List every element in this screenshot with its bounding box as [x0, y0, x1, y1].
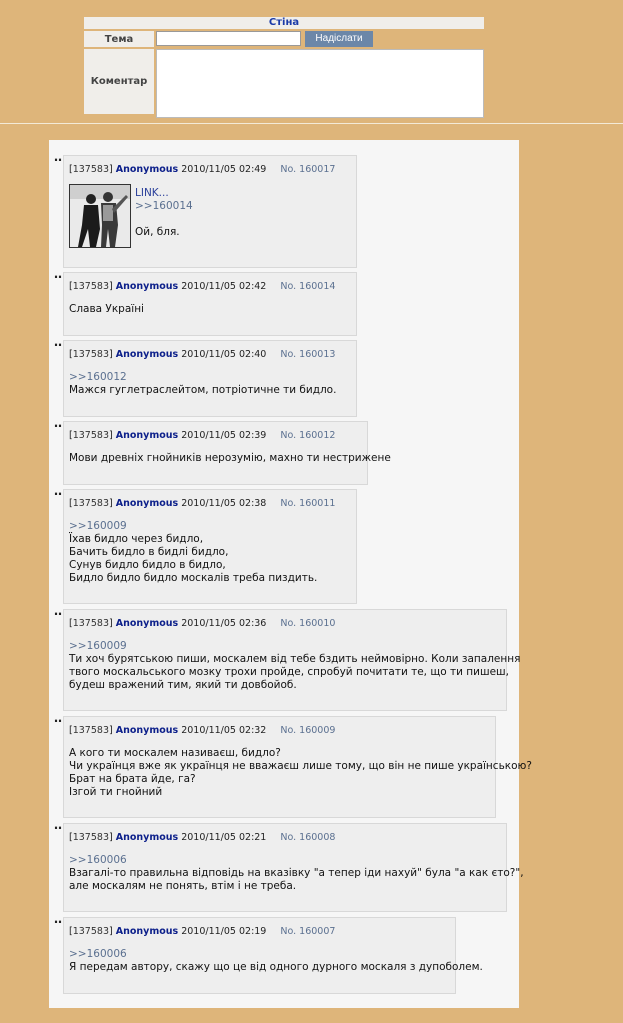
post-text-line: Чи українця вже як українця не вважаєш лише тому, що він не пише українською? — [69, 760, 532, 772]
post-body — [69, 452, 391, 465]
post-body — [69, 303, 144, 316]
reply-post — [54, 416, 391, 485]
poster-name: Anonymous — [115, 498, 179, 509]
divider — [0, 123, 623, 124]
poster-name: Anonymous — [115, 618, 179, 629]
post-date: 2010/11/05 02:36 — [181, 618, 267, 629]
post-date: 2010/11/05 02:39 — [181, 430, 267, 441]
post-body — [69, 640, 520, 692]
post-body — [69, 854, 524, 893]
reply-reference-link[interactable]: >>160009 — [69, 520, 127, 532]
reply-post — [54, 335, 357, 417]
subject-label: Тема — [84, 31, 154, 47]
poster-name: Anonymous — [115, 926, 179, 937]
post-text-line: Взагалі-то правильна відповідь на вказівку "а тепер іди нахуй" була "а как єто?", — [69, 867, 524, 879]
post-date: 2010/11/05 02:38 — [181, 498, 267, 509]
post-text-line: Бачить бидло в бидлі бидло, — [69, 546, 229, 558]
reply-post — [54, 818, 524, 912]
post-number-label: No. — [280, 430, 297, 441]
comment-textarea[interactable] — [156, 49, 484, 118]
poster-name: Anonymous — [115, 164, 179, 175]
post-text-line: Ізгой ти гнойний — [69, 786, 163, 798]
post-date: 2010/11/05 02:19 — [181, 926, 267, 937]
post-header: [137583] Anonymous 2010/11/05 02:40 No. 160013 — [69, 349, 336, 360]
post-number-link[interactable]: 160007 — [299, 926, 336, 937]
thread-id-link[interactable]: 137583 — [72, 926, 109, 937]
post-number-label: No. — [280, 618, 297, 629]
post-date: 2010/11/05 02:42 — [181, 281, 267, 292]
reply-reference-link[interactable]: >>160012 — [69, 371, 127, 383]
thread-id-link[interactable]: 137583 — [72, 725, 109, 736]
post-body — [69, 747, 532, 799]
post-text: Ой, бля. — [135, 226, 180, 238]
post-form — [84, 17, 484, 118]
post-text-line: Ти хоч бурятською пиши, москалем від тебе бздить неймовірно. Коли запалення — [69, 653, 521, 665]
post-number-link[interactable]: 160014 — [299, 281, 336, 292]
post-body — [69, 948, 483, 974]
reply-reference-link[interactable]: >>160009 — [69, 640, 127, 652]
post-header: [137583] Anonymous 2010/11/05 02:38 No. 160011 — [69, 498, 336, 509]
reply-marker: ‥ — [54, 484, 62, 498]
reply-marker: ‥ — [54, 818, 62, 832]
post-date: 2010/11/05 02:21 — [181, 832, 267, 843]
post-text-line: Їхав бидло через бидло, — [69, 533, 204, 545]
post-date: 2010/11/05 02:32 — [181, 725, 267, 736]
poster-name: Anonymous — [115, 281, 179, 292]
post-header: [137583] Anonymous 2010/11/05 02:36 No. 160010 — [69, 618, 336, 629]
reply-post — [54, 912, 483, 994]
image-link[interactable]: LINK... — [135, 187, 169, 199]
post-text: Мови древніх гнойників нерозумію, махно ти нестрижене — [69, 452, 391, 464]
post-text-line: Брат на брата йде, га? — [69, 773, 196, 785]
post-number-label: No. — [280, 832, 297, 843]
comment-label: Коментар — [84, 49, 154, 114]
reply-marker: ‥ — [54, 416, 62, 430]
post-thumbnail-image[interactable] — [69, 184, 131, 248]
subject-row — [84, 31, 484, 47]
post-header: [137583] Anonymous 2010/11/05 02:42 No. 160014 — [69, 281, 336, 292]
post-text: Я передам автору, скажу що це від одного дурного москаля з дупоболем. — [69, 961, 483, 973]
post-number-link[interactable]: 160013 — [299, 349, 336, 360]
post-number-link[interactable]: 160011 — [299, 498, 336, 509]
post-date: 2010/11/05 02:40 — [181, 349, 267, 360]
post-body — [69, 371, 336, 397]
post-body — [135, 187, 193, 239]
reply-post — [54, 711, 532, 818]
reply-post — [54, 267, 357, 336]
reply-reference-link[interactable]: >>160014 — [135, 200, 193, 212]
send-button[interactable]: Надіслати — [305, 31, 373, 47]
reply-marker: ‥ — [54, 604, 62, 618]
reply-marker: ‥ — [54, 711, 62, 725]
thread-id-link[interactable]: 137583 — [72, 498, 109, 509]
post-text-line: Сунув бидло бидло в бидло, — [69, 559, 226, 571]
reply-marker: ‥ — [54, 150, 62, 164]
post-number-label: No. — [280, 926, 297, 937]
thread-id-link[interactable]: 137583 — [72, 164, 109, 175]
post-number-label: No. — [280, 164, 297, 175]
poster-name: Anonymous — [115, 725, 179, 736]
reply-post — [54, 604, 521, 711]
post-header: [137583] Anonymous 2010/11/05 02:32 No. 160009 — [69, 725, 336, 736]
post-number-link[interactable]: 160009 — [299, 725, 336, 736]
post-number-label: No. — [280, 725, 297, 736]
post-text: Слава Україні — [69, 303, 144, 315]
post-header: [137583] Anonymous 2010/11/05 02:49 No. 160017 — [69, 164, 336, 175]
post-text: Мажся гуглетраслейтом, потріотичне ти бидло. — [69, 384, 337, 396]
post-text-line: твого москальського мозку трохи пройде, спробуй почитати те, що ти пишеш, — [69, 666, 509, 678]
post-header: [137583] Anonymous 2010/11/05 02:21 No. 160008 — [69, 832, 336, 843]
thread-id-link[interactable]: 137583 — [72, 832, 109, 843]
reply-post — [54, 484, 357, 604]
reply-marker: ‥ — [54, 912, 62, 926]
post-text-line: будеш вражений тим, який ти довбойоб. — [69, 679, 297, 691]
reply-reference-link[interactable]: >>160006 — [69, 948, 127, 960]
reply-marker: ‥ — [54, 267, 62, 281]
thread-id-link[interactable]: 137583 — [72, 349, 109, 360]
poster-name: Anonymous — [115, 430, 179, 441]
subject-input[interactable] — [156, 31, 301, 46]
thread-container — [49, 140, 532, 1008]
post-number-link[interactable]: 160012 — [299, 430, 336, 441]
post-date: 2010/11/05 02:49 — [181, 164, 267, 175]
post-number-link[interactable]: 160017 — [299, 164, 336, 175]
reply-post — [54, 150, 357, 268]
post-text-line: але москалям не понять, втім і не треба. — [69, 880, 297, 892]
thread-id-link[interactable]: 137583 — [72, 281, 109, 292]
post-header: [137583] Anonymous 2010/11/05 02:19 No. 160007 — [69, 926, 336, 937]
wall-title: Стіна — [84, 17, 484, 29]
post-number-link[interactable]: 160010 — [299, 618, 336, 629]
post-number-label: No. — [280, 498, 297, 509]
post-text-line: А кого ти москалем називаєш, бидло? — [69, 747, 281, 759]
poster-name: Anonymous — [115, 349, 179, 360]
thread-id-link[interactable]: 137583 — [72, 430, 109, 441]
post-body — [69, 520, 317, 585]
post-number-label: No. — [280, 281, 297, 292]
thread-id-link[interactable]: 137583 — [72, 618, 109, 629]
post-header: [137583] Anonymous 2010/11/05 02:39 No. 160012 — [69, 430, 336, 441]
post-number-link[interactable]: 160008 — [299, 832, 336, 843]
reply-reference-link[interactable]: >>160006 — [69, 854, 127, 866]
post-number-label: No. — [280, 349, 297, 360]
reply-marker: ‥ — [54, 335, 62, 349]
post-text-line: Бидло бидло бидло москалів треба пиздить. — [69, 572, 318, 584]
poster-name: Anonymous — [115, 832, 179, 843]
comment-row — [84, 49, 484, 118]
